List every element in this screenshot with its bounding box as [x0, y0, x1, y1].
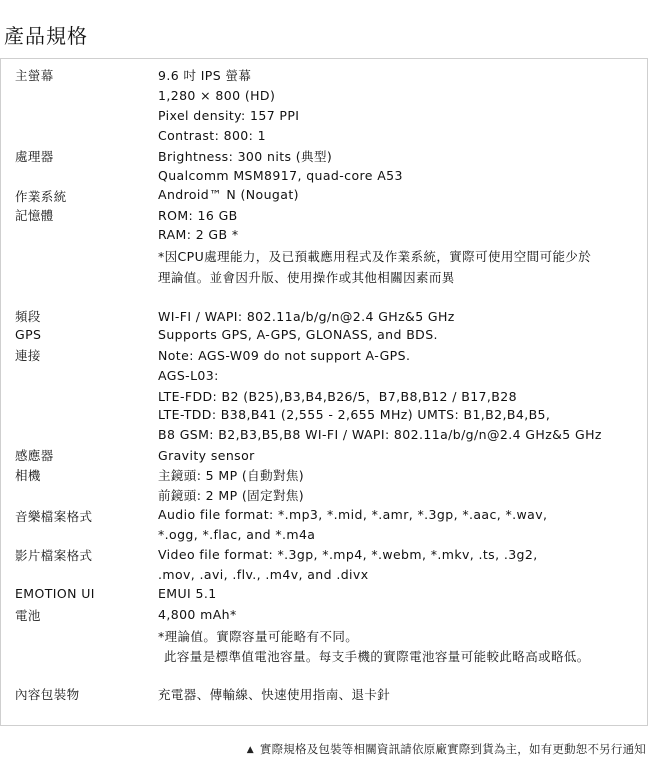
sensor-value: Gravity sensor [158, 448, 255, 463]
label-display: 主螢幕 [15, 68, 54, 83]
audio-line-2: *.ogg, *.flac, and *.m4a [158, 527, 316, 542]
processor-value: Qualcomm MSM8917, quad-core A53 [158, 168, 403, 183]
battery-note-line-2: 此容量是標準值電池容量。每支手機的實際電池容量可能較此略高或略低。 [164, 649, 590, 664]
video-line-1: Video file format: *.3gp, *.mp4, *.webm, *.mkv, .ts, .3g2, [158, 547, 538, 562]
label-emotion-ui: EMOTION UI [15, 586, 95, 601]
page-title: 產品規格 [4, 24, 88, 48]
battery-note-line-1: *理論值。實際容量可能略有不同。 [158, 629, 359, 644]
label-camera: 相機 [15, 468, 41, 483]
label-band: 頻段 [15, 309, 41, 324]
camera-front-value: 前鏡頭: 2 MP (固定對焦) [158, 488, 305, 503]
label-os: 作業系統 [15, 189, 67, 204]
label-gps: GPS [15, 327, 42, 342]
display-size-value: 9.6 吋 IPS 螢幕 [158, 68, 252, 83]
memory-ram-value: RAM: 2 GB * [158, 227, 239, 242]
label-package: 內容包裝物 [15, 687, 80, 702]
connectivity-line-1: Note: AGS-W09 do not support A-GPS. [158, 348, 411, 363]
audio-line-1: Audio file format: *.mp3, *.mid, *.amr, *.3gp, *.aac, *.wav, [158, 507, 548, 522]
display-contrast-value: Contrast: 800: 1 [158, 128, 266, 143]
display-density-value: Pixel density: 157 PPI [158, 108, 300, 123]
label-battery: 電池 [15, 608, 41, 623]
memory-rom-value: ROM: 16 GB [158, 208, 238, 223]
video-line-2: .mov, .avi, .flv., .m4v, and .divx [158, 567, 369, 582]
label-memory: 記憶體 [15, 208, 54, 223]
display-brightness-value: Brightness: 300 nits (典型) [158, 149, 333, 164]
memory-note-line-2: 理論值。並會因升版、使用操作或其他相關因素而異 [158, 270, 455, 285]
connectivity-line-3: LTE-FDD: B2 (B25),B3,B4,B26/5，B7,B8,B12 / B17,B28 [158, 389, 517, 404]
band-value: WI-FI / WAPI: 802.11a/b/g/n@2.4 GHz&5 GHz [158, 309, 455, 324]
camera-main-value: 主鏡頭: 5 MP (自動對焦) [158, 468, 305, 483]
connectivity-line-2: AGS-L03: [158, 368, 219, 383]
display-resolution-value: 1,280 × 800 (HD) [158, 88, 276, 103]
label-sensor: 感應器 [15, 448, 54, 463]
footer-disclaimer-text: 實際規格及包裝等相關資訊請依原廠實際到貨為主，如有更動恕不另行通知 [259, 742, 646, 756]
package-value: 充電器、傳輸線、快速使用指南、退卡針 [158, 687, 391, 702]
footer-disclaimer [247, 741, 646, 757]
label-video: 影片檔案格式 [15, 548, 93, 563]
gps-value: Supports GPS, A-GPS, GLONASS, and BDS. [158, 327, 438, 342]
label-connectivity: 連接 [15, 348, 41, 363]
triangle-up-icon: ▲ [246, 745, 254, 755]
label-audio: 音樂檔案格式 [15, 509, 93, 524]
memory-note-line-1: *因CPU處理能力，及已預載應用程式及作業系統，實際可使用空間可能少於 [158, 249, 592, 264]
emotion-ui-value: EMUI 5.1 [158, 586, 217, 601]
label-processor: 處理器 [15, 149, 54, 164]
connectivity-line-4: LTE-TDD: B38,B41 (2,555 - 2,655 MHz) UMTS: B1,B2,B4,B5, [158, 407, 551, 422]
os-value: Android™ N (Nougat) [158, 187, 299, 202]
connectivity-line-5: B8 GSM: B2,B3,B5,B8 WI-FI / WAPI: 802.11a/b/g/n@2.4 GHz&5 GHz [158, 427, 602, 442]
battery-value: 4,800 mAh* [158, 607, 237, 622]
